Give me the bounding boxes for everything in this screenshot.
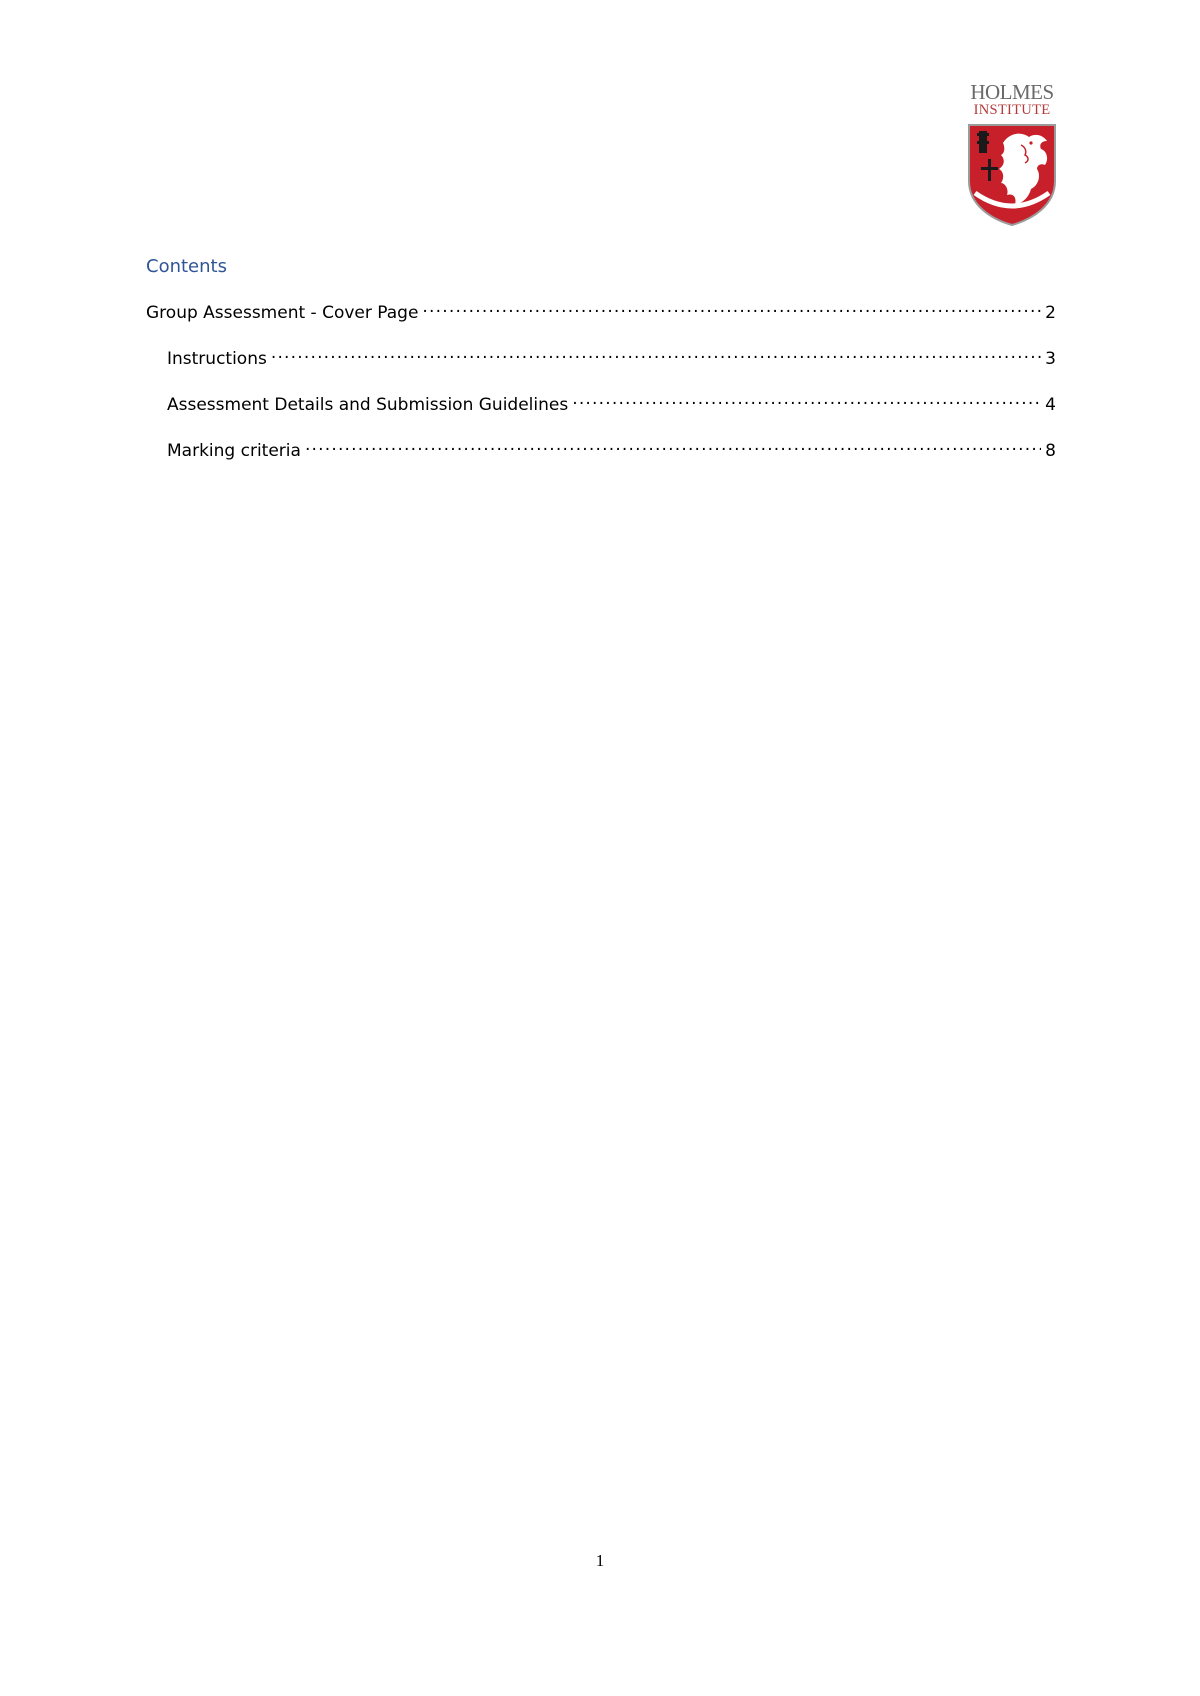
toc-entry-assessment-details[interactable]	[146, 388, 1056, 415]
toc-entry-page: 3	[1045, 349, 1056, 369]
griffin-shield-icon	[967, 123, 1057, 227]
toc-dot-leader	[271, 342, 1041, 364]
logo-wordmark-bottom: INSTITUTE	[973, 102, 1051, 118]
toc-entry-title: Group Assessment - Cover Page	[146, 303, 419, 323]
toc-entry-title: Instructions	[167, 349, 267, 369]
toc-entry-cover-page[interactable]	[146, 296, 1056, 323]
toc-entry-page: 2	[1045, 303, 1056, 323]
toc-entry-page: 4	[1045, 395, 1056, 415]
toc-dot-leader	[305, 434, 1041, 456]
toc-entry-marking-criteria[interactable]	[146, 434, 1056, 461]
toc-entry-page: 8	[1045, 441, 1056, 461]
page-number: 1	[595, 1551, 605, 1570]
logo-wordmark-top: HOLMES	[970, 80, 1054, 104]
toc-dot-leader	[422, 296, 1041, 318]
table-of-contents	[146, 296, 1056, 461]
toc-dot-leader	[572, 388, 1041, 410]
toc-entry-title: Marking criteria	[167, 441, 301, 461]
holmes-institute-logo	[966, 82, 1058, 228]
toc-entry-title: Assessment Details and Submission Guidelines	[167, 395, 569, 415]
toc-heading: Contents	[146, 256, 227, 277]
toc-entry-instructions[interactable]	[146, 342, 1056, 369]
